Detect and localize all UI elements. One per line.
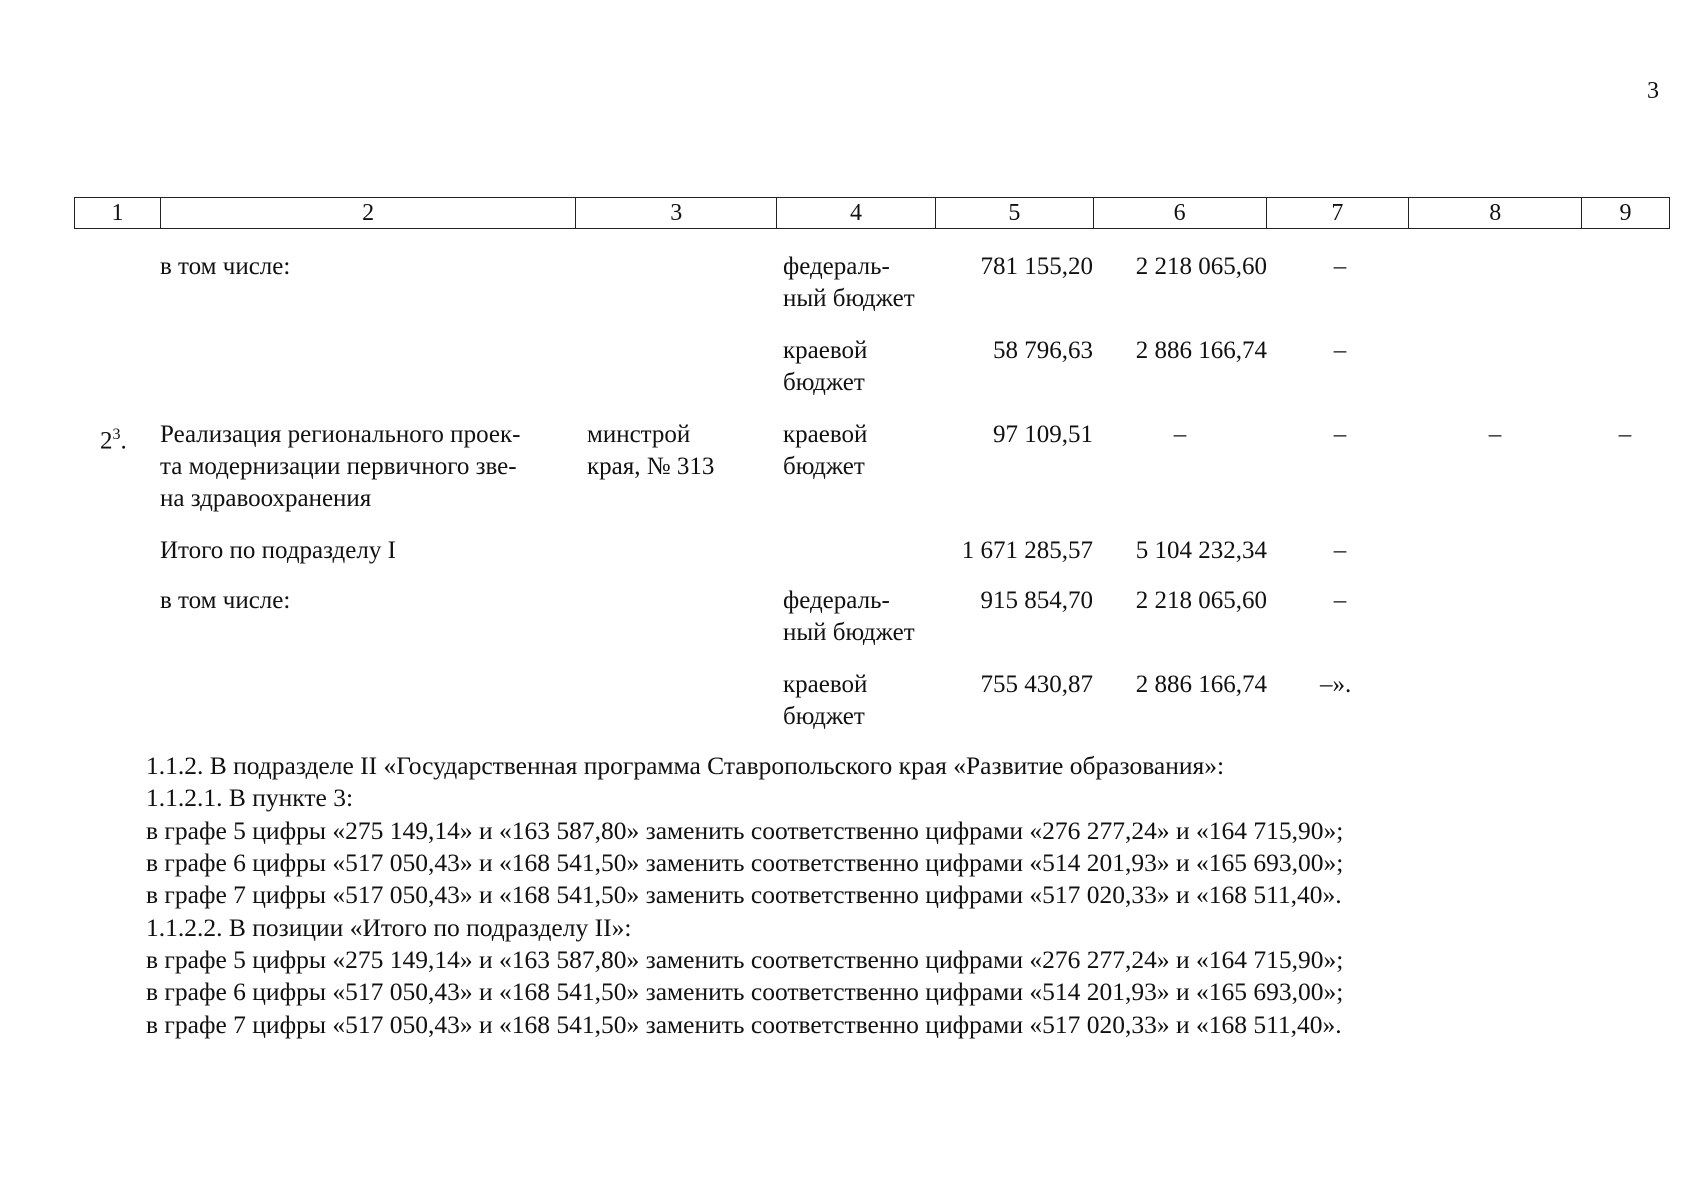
col7-value: –: [1333, 587, 1347, 614]
header-col-6: 6: [1094, 198, 1267, 228]
header-col-3: 3: [576, 198, 777, 228]
header-col-7: 7: [1267, 198, 1410, 228]
table-header-row: [74, 197, 1670, 229]
col8-value: –: [1488, 421, 1502, 448]
col7-value: –».: [1320, 671, 1352, 698]
amendment-paragraph: в графе 6 цифры «517 050,43» и «168 541,50» заменить соответственно цифрами «514 201,93» и «165 693,00»;: [146, 977, 1344, 1006]
amendment-paragraph: в графе 5 цифры «275 149,14» и «163 587,80» заменить соответственно цифрами «276 277,24» и «164 715,90»;: [146, 816, 1344, 845]
amendment-paragraph: в графе 6 цифры «517 050,43» и «168 541,50» заменить соответственно цифрами «514 201,93» и «165 693,00»;: [146, 848, 1344, 877]
event-name-line: на здравоохранения: [160, 485, 372, 512]
budget-source-line: краевой: [783, 421, 868, 448]
budget-source-line: краевой: [783, 671, 868, 698]
budget-source-line: федераль-: [783, 587, 890, 614]
header-col-8: 8: [1409, 198, 1582, 228]
header-col-1: 1: [75, 198, 161, 228]
col7-value: –: [1333, 253, 1347, 280]
col6-value: 2 886 166,74: [1135, 337, 1267, 364]
row-number: $2^3$.: [100, 426, 127, 455]
header-col-5: 5: [936, 198, 1094, 228]
budget-source-line: бюджет: [783, 703, 865, 730]
amendment-paragraph: 1.1.2.2. В позиции «Итого по подразделу II»:: [146, 913, 632, 942]
header-col-2: 2: [161, 198, 576, 228]
event-name-line: Реализация регионального проек-: [160, 421, 521, 448]
row-label: в том числе:: [160, 587, 291, 614]
col6-value: –: [1173, 421, 1187, 448]
page-number: 3: [1647, 78, 1659, 104]
col7-value: –: [1333, 421, 1347, 448]
amendment-paragraph: в графе 7 цифры «517 050,43» и «168 541,50» заменить соответственно цифрами «517 020,33» и «168 511,40».: [146, 880, 1342, 909]
event-name-line: та модернизации первичного зве-: [160, 453, 517, 480]
col5-value: 755 430,87: [980, 671, 1093, 698]
budget-source-line: бюджет: [783, 453, 865, 480]
col5-value: 781 155,20: [980, 253, 1093, 280]
col6-value: 2 886 166,74: [1135, 671, 1267, 698]
amendment-paragraph: в графе 5 цифры «275 149,14» и «163 587,80» заменить соответственно цифрами «276 277,24» и «164 715,90»;: [146, 945, 1344, 974]
amendment-paragraph: 1.1.2.1. В пункте 3:: [146, 783, 354, 812]
col5-value: 97 109,51: [993, 421, 1093, 448]
budget-source-line: краевой: [783, 337, 868, 364]
executor-line: края, № 313: [587, 453, 715, 480]
executor-line: минстрой: [587, 421, 691, 448]
budget-source-line: ный бюджет: [783, 285, 915, 312]
col9-value: –: [1618, 421, 1632, 448]
col5-value: 1 671 285,57: [961, 537, 1093, 564]
budget-source-line: федераль-: [783, 253, 890, 280]
amendment-paragraph: 1.1.2. В подразделе II «Государственная программа Ставропольского края «Развитие образования»:: [146, 751, 1225, 780]
col5-value: 915 854,70: [980, 587, 1093, 614]
header-col-4: 4: [777, 198, 936, 228]
col7-value: –: [1333, 537, 1347, 564]
col6-value: 2 218 065,60: [1135, 587, 1267, 614]
col6-value: 2 218 065,60: [1135, 253, 1267, 280]
amendment-paragraph: в графе 7 цифры «517 050,43» и «168 541,50» заменить соответственно цифрами «517 020,33» и «168 511,40».: [146, 1010, 1342, 1039]
budget-source-line: бюджет: [783, 369, 865, 396]
row-label: Итого по подразделу I: [160, 537, 396, 564]
col5-value: 58 796,63: [993, 337, 1093, 364]
budget-source-line: ный бюджет: [783, 619, 915, 646]
header-col-9: 9: [1619, 200, 1632, 226]
col7-value: –: [1333, 337, 1347, 364]
row-label: в том числе:: [160, 253, 291, 280]
col6-value: 5 104 232,34: [1135, 537, 1267, 564]
